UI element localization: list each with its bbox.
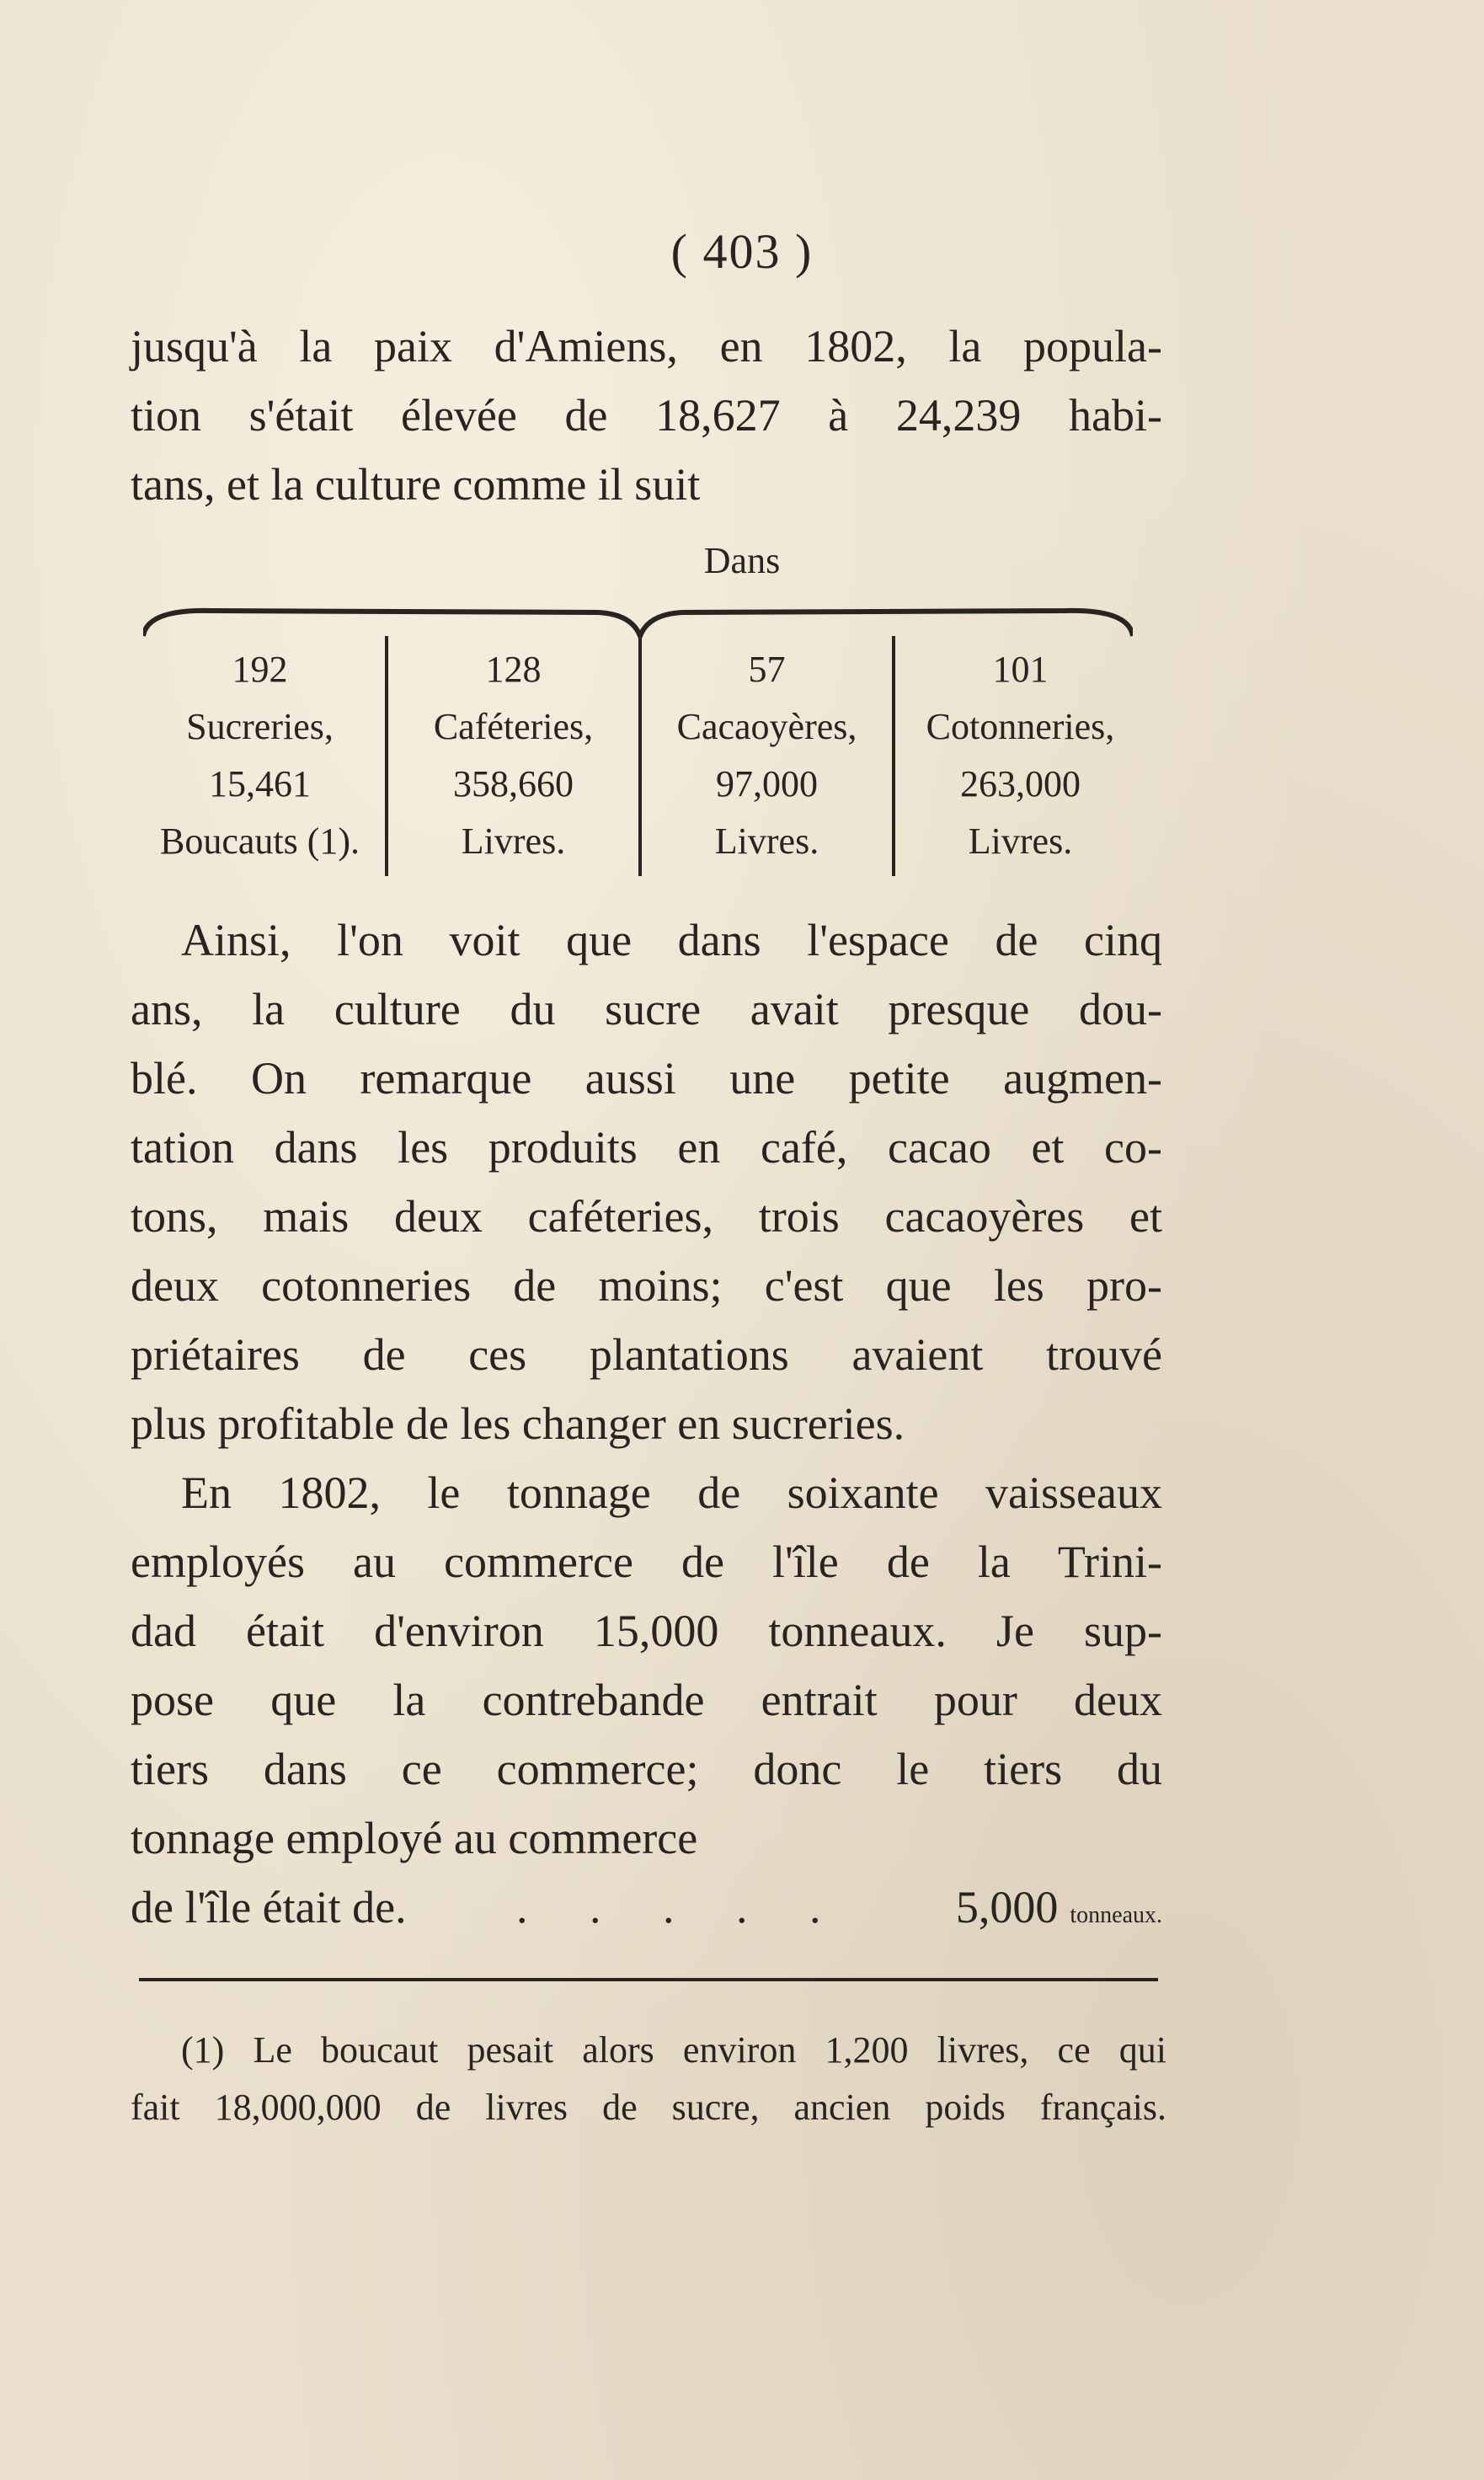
crop-unit: Livres. [714,820,819,862]
footnote-divider [139,1978,1158,1981]
text-line: ans, la culture du sucre avait presque dou- [131,984,1162,1034]
text-line: tonnage employé au commerce [131,1813,698,1863]
crop-unit: Livres. [461,820,566,862]
crop-amount: 15,461 [209,763,311,804]
tonnage-unit: tonneaux. [1070,1902,1162,1928]
text-line: tion s'était élevée de 18,627 à 24,239 habi- [131,390,1162,441]
tonnage-total-line [131,1873,1162,1950]
text-line: employés au commerce de l'île de la Trini- [131,1537,1162,1587]
crop-unit: Livres. [968,820,1073,862]
crop-column-sucreries [135,636,385,876]
paragraph-tonnage [131,1458,1162,1950]
crop-column-cafeteries [385,636,638,876]
crop-unit: Boucauts (1). [159,820,360,862]
text-line: tiers dans ce commerce; donc le tiers du [131,1744,1162,1794]
text-line: En 1802, le tonnage de soixante vaisseaux [181,1467,1162,1518]
text-line: jusqu'à la paix d'Amiens, en 1802, la popula- [131,321,1162,371]
crop-label: Cacaoyères, [676,706,857,747]
text-line: tans, et la culture comme il suit [131,459,701,510]
crop-column-cotonneries [892,636,1145,876]
crop-amount: 358,660 [453,763,574,804]
crop-table-header: Dans [703,540,781,581]
footnote [131,2022,1166,2136]
tonnage-value: 5,000 [955,1882,1059,1932]
crop-count: 57 [748,649,786,690]
text-line: tons, mais deux caféteries, trois cacaoyères et [131,1191,1162,1242]
page-number: ( 403 ) [670,224,814,279]
text-line: blé. On remarque aussi une petite augmen- [131,1053,1162,1104]
crop-label: Cotonneries, [926,706,1115,747]
crop-label: Sucreries, [186,706,334,747]
paragraph-ainsi [131,906,1162,1458]
footnote-line: fait 18,000,000 de livres de sucre, ancien poids français. [131,2087,1166,2128]
text-line: priétaires de ces plantations avaient trouvé [131,1329,1162,1380]
text-line: deux cotonneries de moins; c'est que les pro- [131,1260,1162,1311]
text-line: dad était d'environ 15,000 tonneaux. Je sup- [131,1606,1162,1656]
text-line: plus profitable de les changer en sucreries. [131,1398,905,1449]
brace-icon [143,602,1133,640]
text-line: tation dans les produits en café, cacao et co- [131,1122,1162,1173]
footnote-line: (1) Le boucaut pesait alors environ 1,200 livres, ce qui [181,2029,1166,2071]
crop-label: Caféteries, [433,706,594,747]
leader-dots: . . . . . [515,1882,846,1932]
intro-paragraph [131,312,1162,519]
crop-amount: 263,000 [960,763,1081,804]
text-line: pose que la contrebande entrait pour deux [131,1675,1162,1725]
crop-count: 128 [485,649,542,690]
tonnage-label: de l'île était de. [131,1882,407,1932]
crop-column-cacaoyeres [638,636,892,876]
crop-count: 101 [992,649,1049,690]
crop-table [135,636,1145,876]
text-line: Ainsi, l'on voit que dans l'espace de cinq [181,915,1162,965]
crop-amount: 97,000 [716,763,818,804]
crop-count: 192 [232,649,288,690]
